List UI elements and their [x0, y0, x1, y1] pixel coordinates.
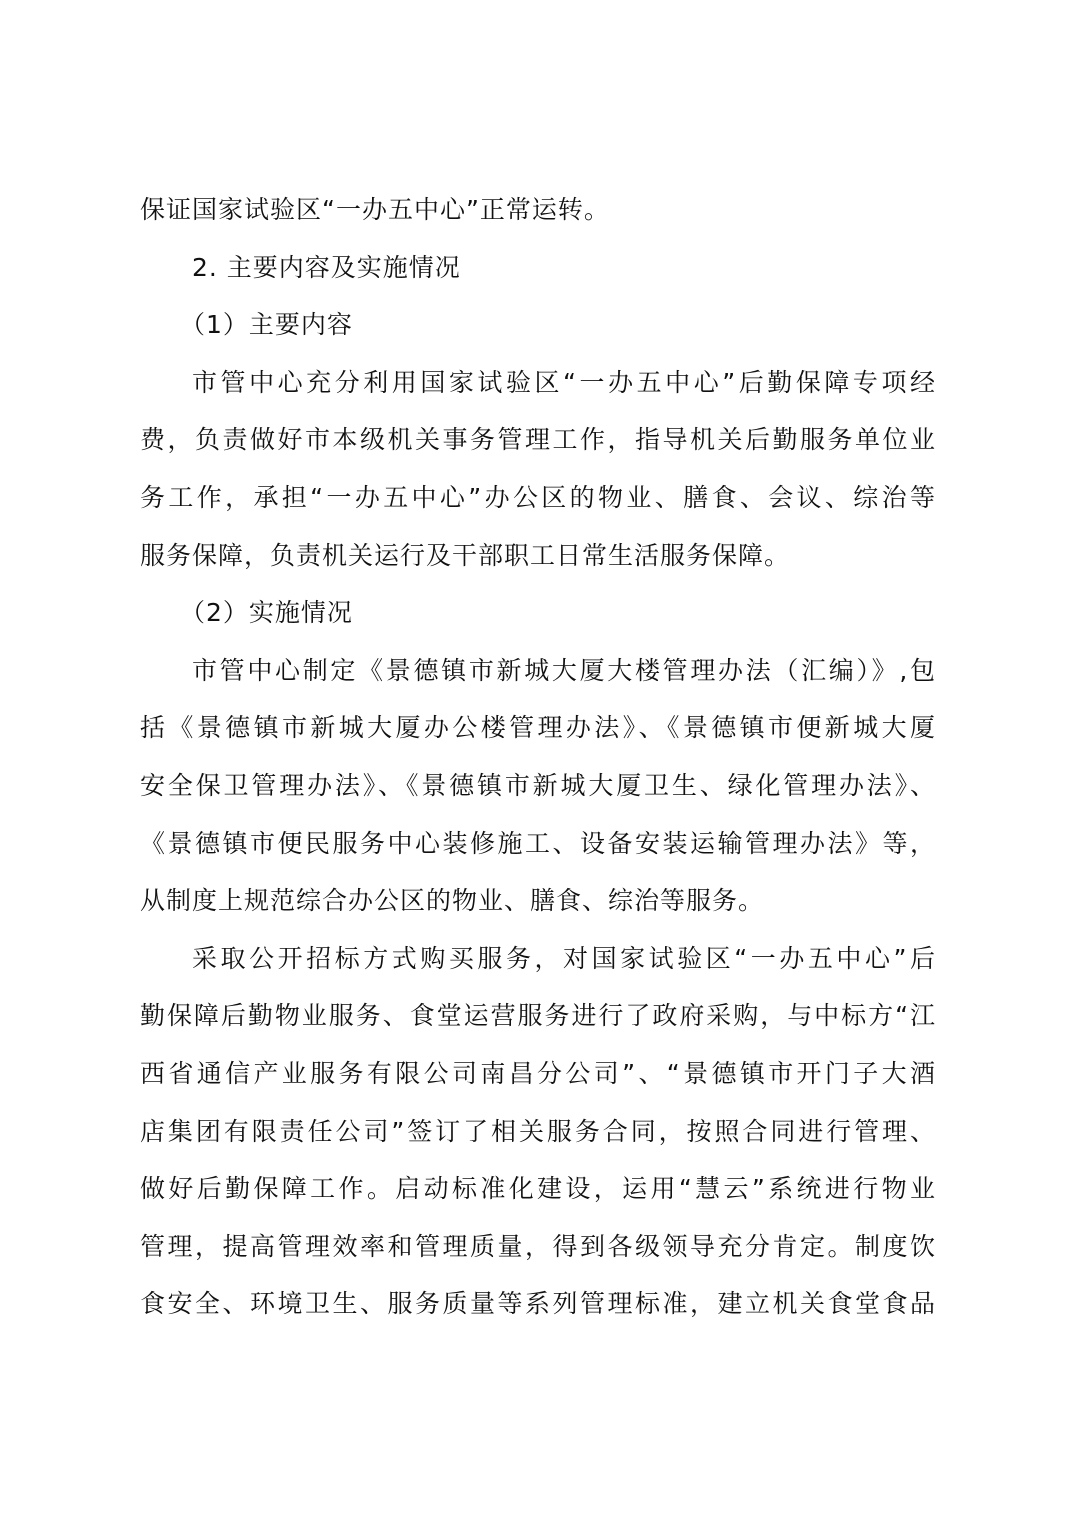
paragraph-line: 费，负责做好市本级机关事务管理工作，指导机关后勤服务单位业	[140, 425, 936, 455]
paragraph-line: 食安全、环境卫生、服务质量等系列管理标准，建立机关食堂食品	[140, 1289, 936, 1319]
paragraph-line: 《景德镇市便民服务中心装修施工、设备安装运输管理办法》等，	[140, 828, 936, 858]
paragraph-line: 管理，提高管理效率和管理质量，得到各级领导充分肯定。制度饮	[140, 1231, 936, 1261]
document-body	[140, 190, 936, 1342]
subsection-heading: （2）实施情况	[180, 598, 353, 628]
paragraph-line: 勤保障后勤物业服务、食堂运营服务进行了政府采购，与中标方“江	[140, 1001, 936, 1031]
paragraph-line: 括《景德镇市新城大厦办公楼管理办法》、《景德镇市便新城大厦	[140, 713, 936, 743]
paragraph-line: 做好后勤保障工作。启动标准化建设，运用“慧云”系统进行物业	[140, 1174, 936, 1204]
paragraph-line: 务工作，承担“一办五中心”办公区的物业、膳食、会议、综治等	[140, 482, 936, 512]
paragraph-line: 从制度上规范综合办公区的物业、膳食、综治等服务。	[140, 886, 765, 916]
paragraph-line: 店集团有限责任公司”签订了相关服务合同，按照合同进行管理、	[140, 1116, 936, 1146]
section-heading: 2. 主要内容及实施情况	[192, 252, 461, 282]
paragraph-line: 采取公开招标方式购买服务，对国家试验区“一办五中心”后	[192, 943, 936, 973]
subsection-heading: （1）主要内容	[180, 310, 353, 340]
paragraph-line: 市管中心充分利用国家试验区“一办五中心”后勤保障专项经	[192, 367, 936, 397]
paragraph-line: 市管中心制定《景德镇市新城大厦大楼管理办法（汇编）》,包	[192, 655, 936, 685]
paragraph-line: 服务保障，负责机关运行及干部职工日常生活服务保障。	[140, 540, 791, 570]
paragraph-line: 西省通信产业服务有限公司南昌分公司”、“景德镇市开门子大酒	[140, 1058, 936, 1088]
paragraph-line: 安全保卫管理办法》、《景德镇市新城大厦卫生、绿化管理办法》、	[140, 770, 936, 800]
paragraph-line: 保证国家试验区“一办五中心”正常运转。	[140, 195, 610, 224]
